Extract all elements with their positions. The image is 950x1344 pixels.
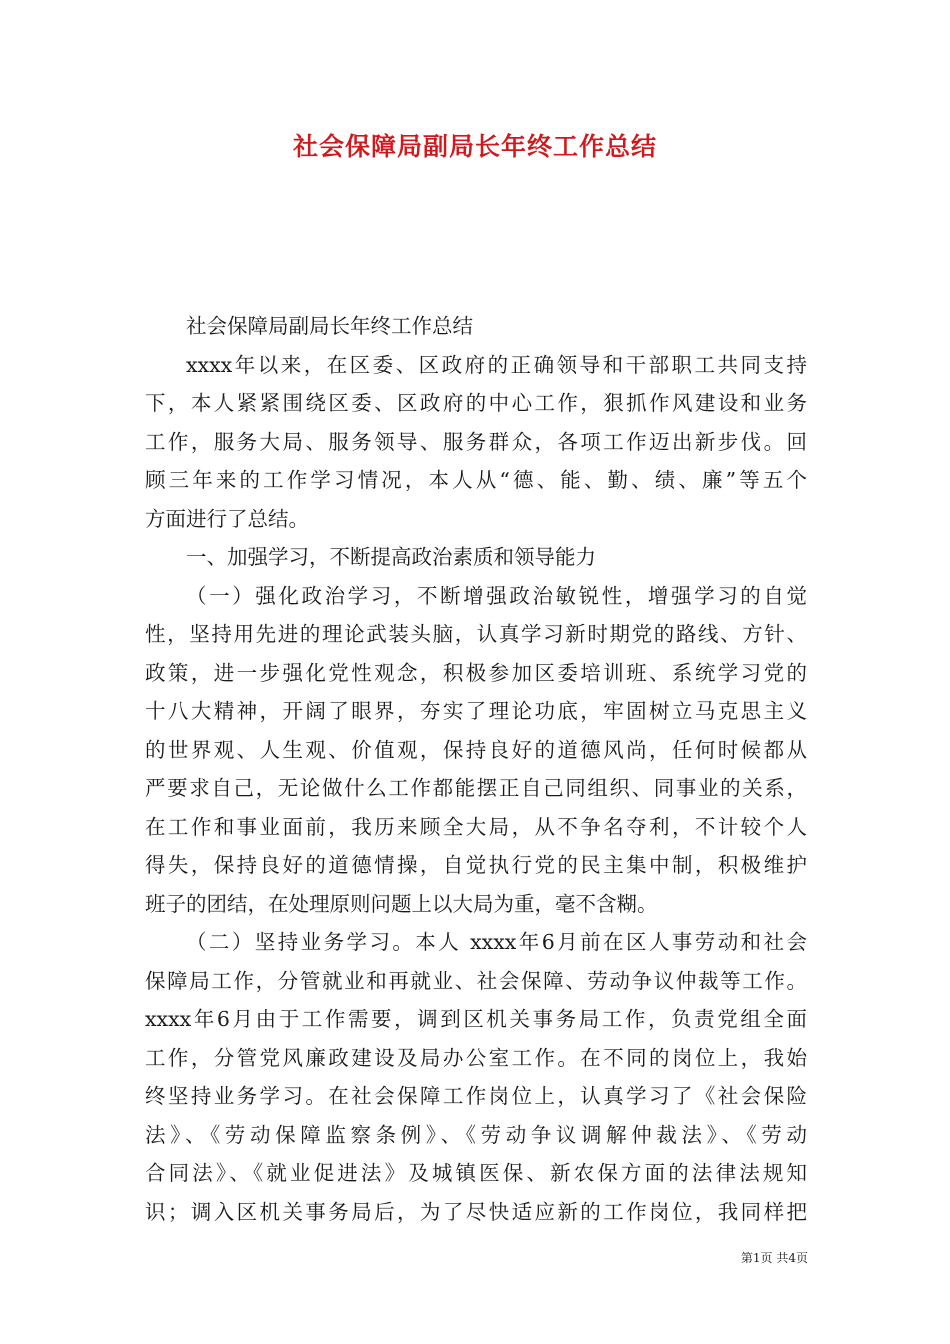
body-line: （一）强化政治学习，不断增强政治敏锐性，增强学习的自觉 — [186, 583, 807, 608]
body-line: 班子的团结，在处理原则问题上以大局为重，毫不含糊。 — [145, 891, 658, 916]
body-line: xxxx年6月由于工作需要，调到区机关事务局工作，负责党组全面 — [145, 1007, 807, 1031]
body-line: 合同法》、《就业促进法》及城镇医保、新农保方面的法律法规知 — [145, 1161, 807, 1185]
document-title: 社会保障局副局长年终工作总结 — [292, 132, 657, 161]
body-line: （二）坚持业务学习。本人 xxxx年6月前在区人事劳动和社会 — [186, 930, 807, 954]
body-line: 识；调入区机关事务局后，为了尽快适应新的工作岗位，我同样把 — [145, 1199, 807, 1224]
body-line: 保障局工作，分管就业和再就业、社会保障、劳动争议仲裁等工作。 — [145, 968, 807, 993]
body-line: 政策，进一步强化党性观念，积极参加区委培训班、系统学习党的 — [145, 660, 807, 685]
body-line: 法》、《劳动保障监察条例》、《劳动争议调解仲裁法》、《劳动 — [145, 1122, 807, 1147]
body-line: 方面进行了总结。 — [145, 506, 309, 531]
body-line: 一、加强学习，不断提高政治素质和领导能力 — [186, 545, 596, 569]
body-line: 严要求自己，无论做什么工作都能摆正自己同组织、同事业的关系， — [145, 776, 807, 800]
body-line: 工作，服务大局、服务领导、服务群众，各项工作迈出新步伐。回 — [145, 429, 807, 454]
body-line: xxxx年以来，在区委、区政府的正确领导和干部职工共同支持 — [186, 352, 807, 377]
body-line: 得失，保持良好的道德情操，自觉执行党的民主集中制，积极维护 — [145, 853, 807, 877]
page-number-footer: 第1页 共4页 — [740, 1251, 808, 1265]
body-line: 顾三年来的工作学习情况，本人从“德、能、勤、绩、廉”等五个 — [145, 468, 807, 492]
body-line: 社会保障局副局长年终工作总结 — [186, 314, 473, 338]
body-line: 的世界观、人生观、价值观，保持良好的道德风尚，任何时候都从 — [145, 737, 807, 762]
body-line: 工作，分管党风廉政建设及局办公室工作。在不同的岗位上，我始 — [145, 1045, 807, 1070]
body-line: 终坚持业务学习。在社会保障工作岗位上，认真学习了《社会保险 — [145, 1084, 807, 1108]
body-line: 在工作和事业面前，我历来顾全大局，从不争名夺利，不计较个人 — [145, 814, 807, 839]
body-line: 下，本人紧紧围绕区委、区政府的中心工作，狠抓作风建设和业务 — [145, 391, 807, 415]
body-line: 性，坚持用先进的理论武装头脑，认真学习新时期党的路线、方针、 — [145, 622, 807, 646]
body-line: 十八大精神，开阔了眼界，夯实了理论功底，牢固树立马克思主义 — [145, 699, 807, 723]
document-body — [145, 307, 807, 1231]
